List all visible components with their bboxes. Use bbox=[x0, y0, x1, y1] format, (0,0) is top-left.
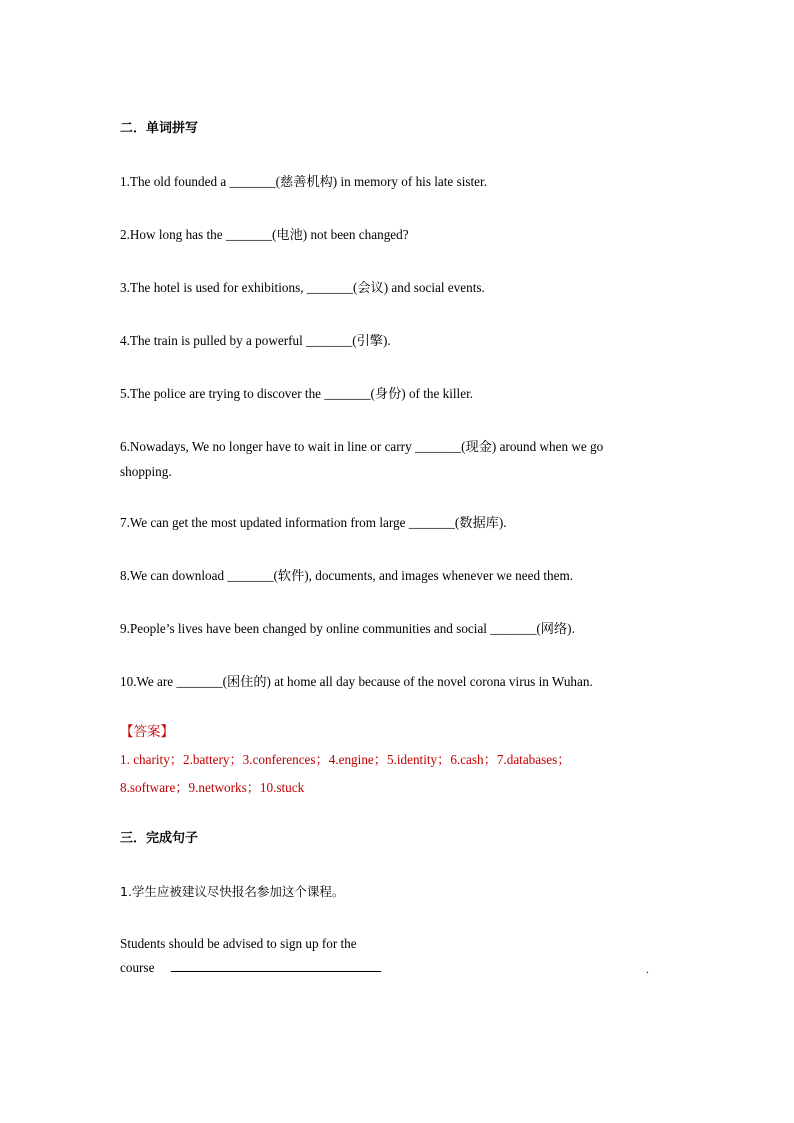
exercise-item-6-continued: shopping. bbox=[120, 464, 172, 479]
section-2-heading: 二．单词拼写 bbox=[120, 121, 199, 136]
sentence-end-mark: . bbox=[646, 962, 649, 976]
exercise-item-8: 8.We can download _______(软件), documents, and images whenever we need them. bbox=[120, 568, 574, 583]
answer-line-1: 1. charity；2.battery；3.conferences；4.engine；5.identity；6.cash；7.databases； bbox=[120, 752, 571, 767]
exercise-item-6: 6.Nowadays, We no longer have to wait in line or carry _______(现金) around when we go bbox=[120, 439, 604, 454]
exercise-item-10: 10.We are _______(困住的) at home all day because of the novel corona virus in Wuhan. bbox=[120, 674, 593, 689]
exercise-item-4: 4.The train is pulled by a powerful _______(引擎). bbox=[120, 333, 391, 348]
answer-label: 【答案】 bbox=[120, 724, 174, 740]
answer-line-2: 8.software；9.networks；10.stuck bbox=[120, 780, 305, 795]
section-3-heading: 三．完成句子 bbox=[120, 831, 199, 846]
sentence-item-1-chinese: 1.学生应被建议尽快报名参加这个课程。 bbox=[120, 884, 345, 899]
exercise-item-9: 9.People’s lives have been changed by online communities and social _______(网络). bbox=[120, 621, 575, 636]
exercise-item-2: 2.How long has the _______(电池) not been changed? bbox=[120, 227, 409, 242]
exercise-item-5: 5.The police are trying to discover the _______(身份) of the killer. bbox=[120, 386, 474, 401]
exercise-item-3: 3.The hotel is used for exhibitions, _______(会议) and social events. bbox=[120, 280, 485, 295]
exercise-item-7: 7.We can get the most updated information from large _______(数据库). bbox=[120, 515, 507, 530]
exercise-item-1: 1.The old founded a _______(慈善机构) in memory of his late sister. bbox=[120, 174, 487, 189]
sentence-item-1-english-line-1: Students should be advised to sign up for the bbox=[120, 936, 357, 951]
sentence-item-1-english-line-2: course bbox=[120, 960, 155, 975]
answer-blank-line bbox=[171, 971, 381, 972]
